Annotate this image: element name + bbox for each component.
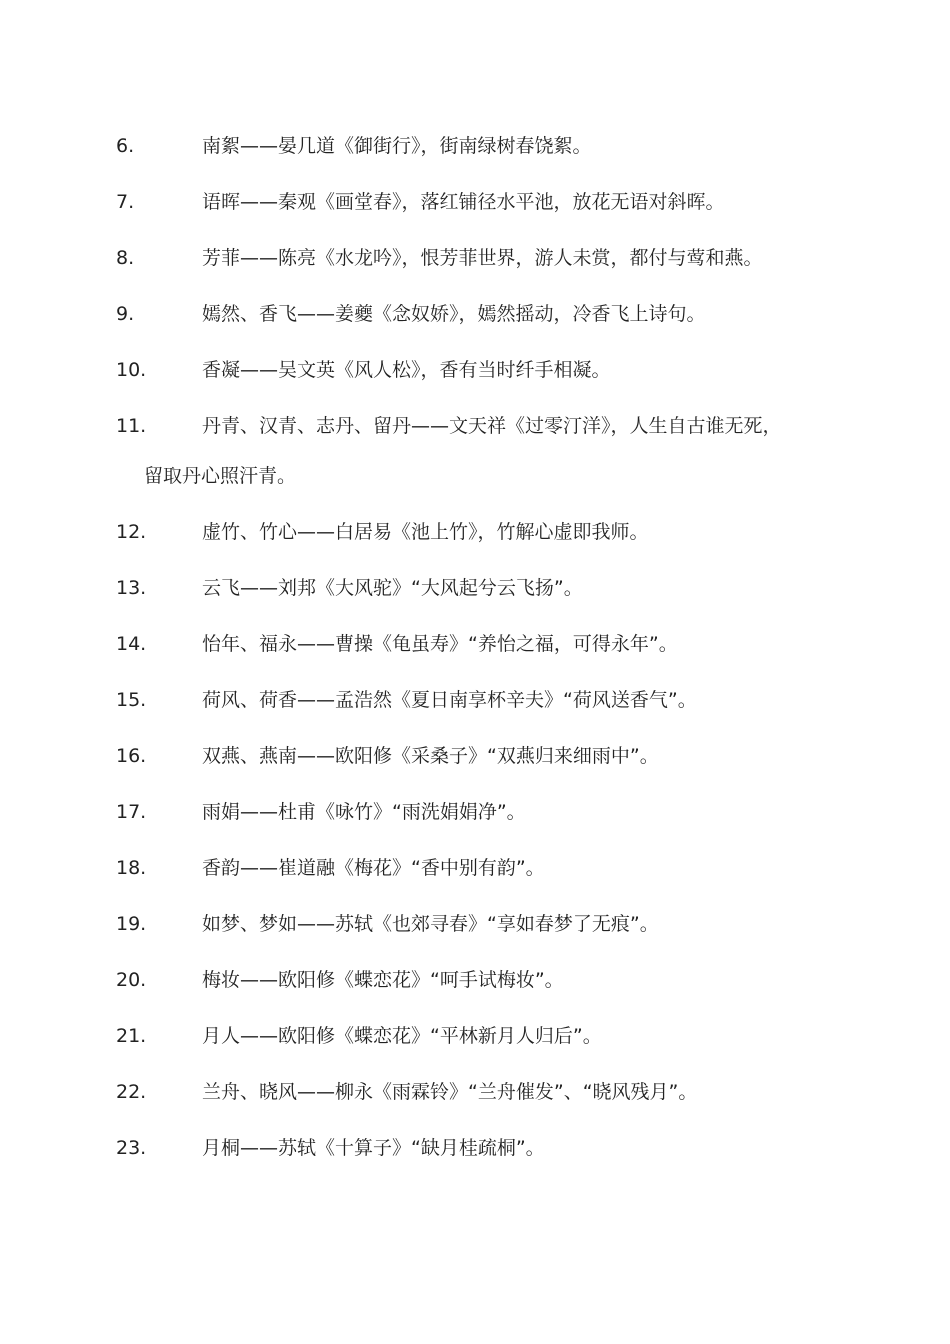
item-text: 雨娟——杜甫《咏竹》“雨洗娟娟净”。 <box>202 801 526 823</box>
list-item <box>116 1078 836 1106</box>
list-item <box>116 244 836 272</box>
item-text: 语晖——秦观《画堂春》，落红铺径水平池，放花无语对斜晖。 <box>202 191 725 213</box>
item-text: 芳菲——陈亮《水龙吟》，恨芳菲世界，游人未赏，都付与莺和燕。 <box>202 247 763 269</box>
item-text: 如梦、梦如——苏轼《也郊寻春》“享如春梦了无痕”。 <box>202 913 659 935</box>
item-text: 怡年、福永——曹操《龟虽寿》“养怡之福，可得永年”。 <box>202 633 678 655</box>
list-item <box>116 412 836 490</box>
item-number: 11. <box>116 415 147 437</box>
list-item <box>116 798 836 826</box>
item-text: 嫣然、香飞——姜夔《念奴娇》，嫣然摇动，冷香飞上诗句。 <box>202 303 706 325</box>
item-text: 云飞——刘邦《大风驼》“大风起兮云飞扬”。 <box>202 577 583 599</box>
item-text: 丹青、汉青、志丹、留丹——文天祥《过零汀洋》，人生自古谁无死， <box>202 415 782 437</box>
item-number: 16. <box>116 745 147 767</box>
list-item <box>116 300 836 328</box>
list-item <box>116 356 836 384</box>
item-number: 14. <box>116 633 147 655</box>
list-item <box>116 574 836 602</box>
item-text: 月人——欧阳修《蝶恋花》“平林新月人归后”。 <box>202 1025 602 1047</box>
item-text: 南絮——晏几道《御街行》，街南绿树春饶絮。 <box>202 135 592 157</box>
list-item <box>116 742 836 770</box>
entry-list <box>116 132 836 1190</box>
item-number: 19. <box>116 913 147 935</box>
item-text: 月桐——苏轼《十算子》“缺月桂疏桐”。 <box>202 1137 545 1159</box>
list-item <box>116 630 836 658</box>
item-number: 7. <box>116 191 135 213</box>
item-number: 8. <box>116 247 135 269</box>
list-item <box>116 686 836 714</box>
item-text: 虚竹、竹心——白居易《池上竹》，竹解心虚即我师。 <box>202 521 649 543</box>
item-number: 18. <box>116 857 147 879</box>
item-text: 双燕、燕南——欧阳修《采桑子》“双燕归来细雨中”。 <box>202 745 659 767</box>
item-number: 15. <box>116 689 147 711</box>
item-number: 10. <box>116 359 147 381</box>
item-number: 23. <box>116 1137 147 1159</box>
item-text: 兰舟、晓风——柳永《雨霖铃》“兰舟催发”、“晓风残月”。 <box>202 1081 698 1103</box>
list-item <box>116 1134 836 1162</box>
item-number: 20. <box>116 969 147 991</box>
item-text-continuation: 留取丹心照汗青。 <box>144 465 297 487</box>
list-item <box>116 910 836 938</box>
item-text: 荷风、荷香——孟浩然《夏日南享杯辛夫》“荷风送香气”。 <box>202 689 697 711</box>
item-number: 9. <box>116 303 135 325</box>
item-number: 17. <box>116 801 147 823</box>
item-number: 12. <box>116 521 147 543</box>
item-text: 香凝——吴文英《风人松》，香有当时纤手相凝。 <box>202 359 611 381</box>
item-number: 6. <box>116 135 135 157</box>
item-text: 梅妆——欧阳修《蝶恋花》“呵手试梅妆”。 <box>202 969 564 991</box>
list-item <box>116 854 836 882</box>
list-item <box>116 1022 836 1050</box>
list-item <box>116 966 836 994</box>
list-item <box>116 188 836 216</box>
list-item <box>116 132 836 160</box>
item-text: 香韵——崔道融《梅花》“香中别有韵”。 <box>202 857 545 879</box>
item-number: 22. <box>116 1081 147 1103</box>
item-number: 13. <box>116 577 147 599</box>
item-number: 21. <box>116 1025 147 1047</box>
list-item <box>116 518 836 546</box>
